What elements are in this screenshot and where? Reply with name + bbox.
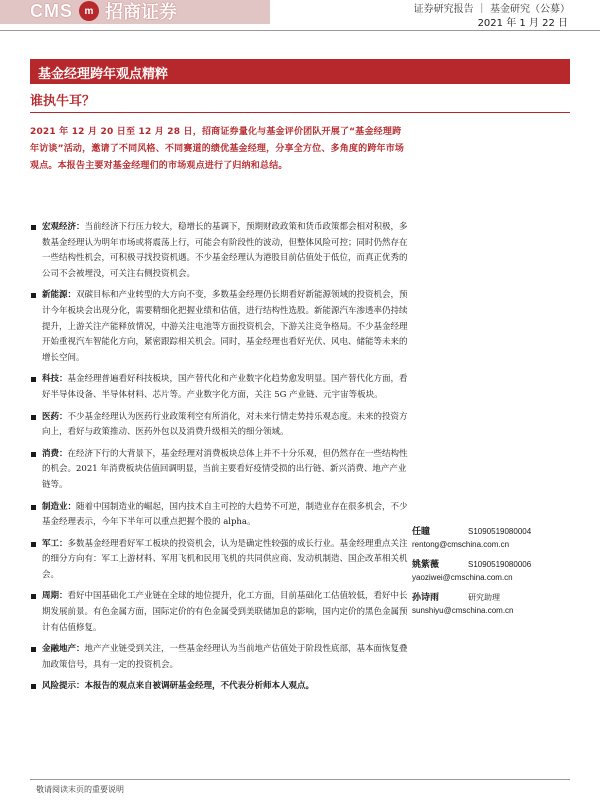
viewpoint-new-energy: [30, 288, 410, 366]
viewpoint-text: 本报告的观点来自被调研基金经理，不代表分析师本人观点。: [84, 681, 315, 692]
author-email[interactable]: yaoziwei@cmschina.com.cn: [412, 573, 513, 582]
viewpoint-risk-warning: [30, 679, 410, 695]
viewpoint-text: 基金经理普遍看好科技板块，国产替代化和产业数字化趋势愈发明显。国产替代化方面，看好半导体设备、半导体材料、芯片等。产业数字化方面，关注 5G 产业链、元宇宙等板块。: [42, 374, 408, 400]
viewpoint-macro: [30, 220, 410, 282]
author-email[interactable]: sunshiyu@cmschina.com.cn: [412, 606, 514, 615]
author-license-code: S1090519080004: [468, 527, 532, 536]
viewpoint-text: 不少基金经理认为医药行业政策利空有所消化，对未来行情走势持乐观态度。未来的投资方向上，看好与政策推动、医药外包以及消费升级相关的细分领域。: [42, 411, 408, 438]
report-banner: [30, 59, 570, 84]
viewpoint-consumer: [30, 447, 410, 494]
subtitle-divider: [30, 112, 570, 113]
logo-chinese-text: 招商证券: [105, 2, 177, 23]
header-divider: [0, 30, 600, 31]
viewpoint-label: 周期：: [42, 591, 68, 602]
author-card: [412, 524, 572, 549]
viewpoint-text: 多数基金经理看好军工板块的投资机会，认为是确定性较强的成长行业。基金经理重点关注的细分方向有：军工上游材料、军用飞机和民用飞机的共同供应商、发动机制造、国企改革相关机会。: [42, 538, 408, 580]
intro-paragraph: 2021 年 12 月 20 日至 12 月 28 日，招商证券量化与基金评价团队开展了“基金经理跨年访谈”活动，邀请了不同风格、不同赛道的绩优基金经理，分享全方位、多角度的跨年市场观点。本报告主要对基金经理们的市场观点进行了归纳和总结。: [30, 127, 405, 171]
viewpoint-pharma: [30, 410, 410, 441]
footer-divider: [30, 779, 570, 780]
viewpoint-label: 金融地产：: [42, 644, 85, 655]
viewpoint-label: 新能源：: [42, 290, 77, 301]
logo-mark-icon: m: [79, 1, 99, 21]
viewpoint-label: 科技：: [42, 374, 68, 385]
author-card: [412, 557, 572, 582]
author-email[interactable]: rentong@cmschina.com.cn: [412, 540, 510, 549]
viewpoint-manufacturing: [30, 500, 410, 531]
viewpoint-text: 在经济下行的大背景下，基金经理对消费板块总体上并不十分乐观，但仍然存在一些结构性的机会。2021 年消费板块估值回调明显，当前主要看好疫情受损的出行链、新兴消费、地产产业链等。: [42, 448, 408, 490]
viewpoint-text: 双碳目标和产业转型的大方向不变，多数基金经理仍长期看好新能源领域的投资机会，预计今年板块会出现分化，需要精细化把握业绩和估值，进行结构性选股。新能源汽车渗透率仍持续提升，上游关注产能释放情况，中游关注电池等方面投资机会，下游关注竞争格局。不少基金经理开始重视汽车智能化方向，紧密跟踪相关机会。同时，基金经理也看好光伏、风电、储能等未来的增长空间。: [42, 290, 408, 363]
author-name: 孙诗雨: [412, 593, 440, 603]
company-logo: [30, 0, 177, 22]
viewpoint-label: 消费：: [42, 448, 68, 459]
viewpoint-label: 宏观经济：: [42, 222, 85, 232]
viewpoint-label: 制造业：: [42, 501, 77, 512]
author-role: 研究助理: [468, 593, 500, 602]
viewpoint-text: 当前经济下行压力较大，稳增长的基调下，预期财政政策和货币政策都会相对积极，多数基金经理认为明年市场或将震荡上行，可能会有阶段性的波动，但整体风险可控；同时仍然存在一些结构性机会，可积极寻找投资机遇。不少基金经理认为港股目前估值处于低位，而真正优秀的公司不会被埋没，可关注右侧投资机会。: [42, 222, 408, 279]
viewpoint-finance-realestate: [30, 642, 410, 673]
author-panel: [412, 524, 572, 623]
page-header: [0, 0, 600, 52]
viewpoint-text: 看好中国基础化工产业链在全球的地位提升，化工方面，目前基础化工估值较低，看好中长期发展前景。有色金属方面，国际定价的有色金属受到美联储加息的影响，国内定价的黑色金属预计有估值修复。: [42, 591, 408, 633]
author-name: 任瞳: [412, 527, 431, 537]
report-date: 2021 年 1 月 22 日: [477, 18, 568, 29]
logo-latin-text: CMS: [30, 0, 73, 21]
viewpoint-military: [30, 537, 410, 584]
viewpoint-cyclical: [30, 589, 410, 636]
viewpoint-list: [30, 220, 410, 701]
viewpoint-label: 风险提示：: [42, 681, 85, 692]
author-license-code: S1090519080006: [468, 560, 532, 569]
author-name: 姚紫薇: [412, 560, 440, 570]
report-subtitle: 谁执牛耳？: [30, 94, 96, 109]
viewpoint-technology: [30, 372, 410, 403]
report-title: 基金经理跨年观点精粹: [38, 67, 169, 82]
viewpoint-label: 医药：: [42, 411, 68, 422]
report-type-label: 证券研究报告 ｜ 基金研究（公募）: [413, 4, 570, 15]
footer-note: 敬请阅读末页的重要说明: [36, 785, 124, 794]
viewpoint-label: 军工：: [42, 538, 68, 549]
viewpoint-text: 随着中国制造业的崛起，国内技术自主可控的大趋势不可逆，制造业存在很多机会，不少基金经理表示，今年下半年可以重点把握个股的 alpha。: [42, 501, 408, 528]
author-card: [412, 590, 572, 615]
viewpoint-text: 地产产业链受到关注，一些基金经理认为当前地产估值处于阶段性底部，基本面恢复叠加政策信号，具有一定的投资机会。: [42, 644, 408, 670]
